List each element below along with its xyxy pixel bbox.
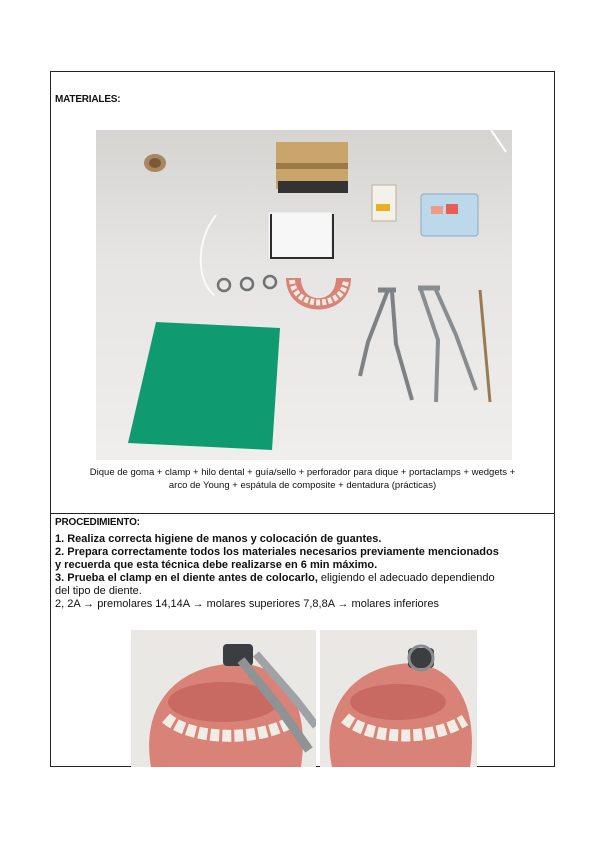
document-frame [50, 71, 555, 767]
step-3-bold: 3. Prueba el clamp en el diente antes de colocarlo, [55, 572, 318, 584]
materials-caption [51, 466, 554, 492]
caption-line-2: arco de Young + espátula de composite + dentadura (prácticas) [168, 480, 437, 491]
caption-line-1: Dique de goma + clamp + hilo dental + guía/sello + perforador para dique + portaclamps + wedgets + [89, 467, 516, 478]
materials-photo [96, 130, 512, 460]
clamp-placement-photo-2 [320, 630, 477, 767]
step-1: 1. Realiza correcta higiene de manos y colocación de guantes. [55, 533, 382, 545]
step-2-line-1: 2. Prepara correctamente todos los materiales necesarios previamente mencionados [55, 546, 499, 558]
step-2-line-2: y recuerda que esta técnica debe realizarse en 6 min máximo. [55, 559, 378, 571]
procedure-steps [55, 533, 548, 611]
procedure-heading: PROCEDIMIENTO: [55, 517, 140, 528]
clamp-guide: 2, 2A → premolares 14,14A → molares superiores 7,8,8A → molares inferiores [55, 598, 439, 610]
step-3-rest: eligiendo el adecuado dependiendo [317, 572, 495, 584]
clamp-placement-photo-1 [131, 630, 316, 767]
section-divider [51, 513, 554, 514]
materials-heading: MATERIALES: [55, 94, 121, 105]
step-3-line-2: del tipo de diente. [55, 585, 142, 597]
step-3 [55, 572, 548, 585]
